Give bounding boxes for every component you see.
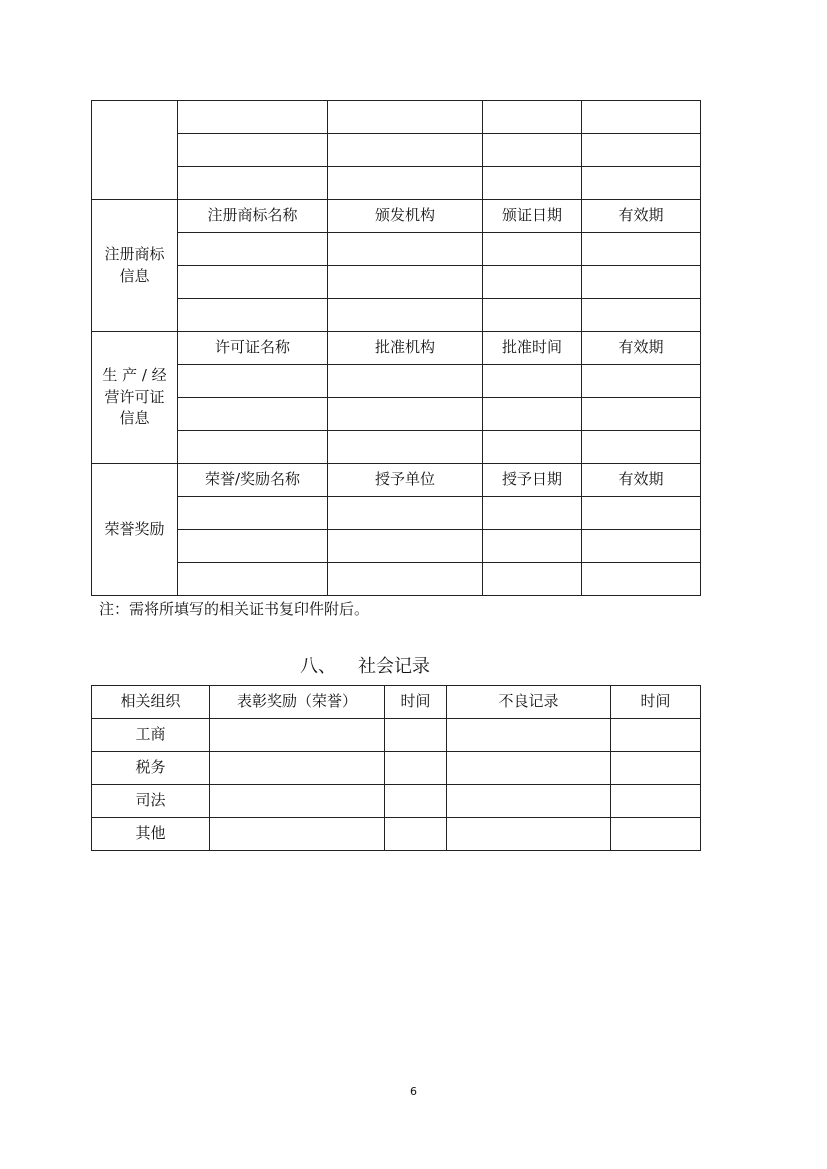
cert-column-header: 有效期 (582, 464, 701, 497)
cert-data-row (92, 299, 701, 332)
cert-data-cell[interactable] (328, 431, 483, 464)
cert-data-row (92, 101, 701, 134)
social-data-cell[interactable] (611, 818, 701, 851)
cert-data-row (92, 365, 701, 398)
cert-column-header: 有效期 (582, 200, 701, 233)
cert-column-header: 有效期 (582, 332, 701, 365)
cert-data-cell[interactable] (582, 365, 701, 398)
cert-data-row (92, 563, 701, 596)
cert-category-cell: 生 产 / 经 营许可证 信息 (92, 332, 178, 464)
social-data-row (92, 719, 701, 752)
cert-data-cell[interactable] (582, 266, 701, 299)
social-data-cell[interactable] (447, 719, 611, 752)
social-org-label: 工商 (92, 719, 210, 752)
cert-data-cell[interactable] (178, 563, 328, 596)
cert-data-cell[interactable] (483, 398, 582, 431)
cert-data-cell[interactable] (178, 299, 328, 332)
social-data-row (92, 752, 701, 785)
cert-column-header: 颁证日期 (483, 200, 582, 233)
cert-data-row (92, 233, 701, 266)
cert-category-cell: 荣誉奖励 (92, 464, 178, 596)
cert-column-header: 批准机构 (328, 332, 483, 365)
cert-data-cell[interactable] (582, 497, 701, 530)
cert-data-cell[interactable] (328, 299, 483, 332)
cert-data-cell[interactable] (582, 233, 701, 266)
cert-data-cell[interactable] (483, 233, 582, 266)
cert-data-cell[interactable] (483, 266, 582, 299)
cert-column-header: 荣誉/奖励名称 (178, 464, 328, 497)
cert-header-row (92, 464, 701, 497)
social-data-cell[interactable] (611, 752, 701, 785)
cert-data-cell[interactable] (483, 299, 582, 332)
cert-category-cell: 注册商标 信息 (92, 200, 178, 332)
section-number: 八、 (300, 656, 336, 677)
social-data-row (92, 785, 701, 818)
social-data-cell[interactable] (447, 752, 611, 785)
page-number: 6 (410, 1085, 417, 1098)
social-data-cell[interactable] (210, 719, 385, 752)
social-org-label: 司法 (92, 785, 210, 818)
cert-data-cell[interactable] (178, 101, 328, 134)
social-data-cell[interactable] (447, 818, 611, 851)
cert-data-cell[interactable] (178, 530, 328, 563)
social-record-table (91, 685, 701, 851)
cert-column-header: 批准时间 (483, 332, 582, 365)
cert-data-cell[interactable] (328, 530, 483, 563)
social-header-row (92, 686, 701, 719)
social-data-cell[interactable] (385, 752, 447, 785)
cert-data-cell[interactable] (582, 134, 701, 167)
social-column-header: 时间 (385, 686, 447, 719)
cert-category-cell (92, 101, 178, 200)
cert-data-cell[interactable] (483, 497, 582, 530)
cert-header-row (92, 200, 701, 233)
social-column-header: 不良记录 (447, 686, 611, 719)
social-data-cell[interactable] (385, 818, 447, 851)
cert-data-row (92, 134, 701, 167)
section-title: 社会记录 (358, 656, 430, 677)
social-data-cell[interactable] (611, 719, 701, 752)
cert-data-cell[interactable] (483, 530, 582, 563)
cert-data-row (92, 497, 701, 530)
certificate-info-table (91, 100, 701, 596)
cert-header-row (92, 332, 701, 365)
cert-data-cell[interactable] (483, 167, 582, 200)
cert-data-cell[interactable] (582, 299, 701, 332)
cert-data-cell[interactable] (582, 563, 701, 596)
cert-data-cell[interactable] (582, 530, 701, 563)
cert-data-cell[interactable] (178, 233, 328, 266)
cert-data-cell[interactable] (582, 101, 701, 134)
cert-data-cell[interactable] (582, 167, 701, 200)
cert-column-header: 许可证名称 (178, 332, 328, 365)
section-heading (300, 652, 430, 678)
cert-column-header: 授予单位 (328, 464, 483, 497)
cert-data-cell[interactable] (178, 431, 328, 464)
cert-data-cell[interactable] (483, 563, 582, 596)
cert-data-cell[interactable] (178, 398, 328, 431)
cert-data-cell[interactable] (328, 497, 483, 530)
cert-data-row (92, 167, 701, 200)
cert-data-row (92, 398, 701, 431)
cert-data-cell[interactable] (328, 101, 483, 134)
cert-data-cell[interactable] (328, 233, 483, 266)
attachment-note: 注：需将所填写的相关证书复印件附后。 (99, 600, 370, 618)
social-org-label: 税务 (92, 752, 210, 785)
social-column-header: 表彰奖励（荣誉） (210, 686, 385, 719)
cert-data-cell[interactable] (178, 266, 328, 299)
social-column-header: 相关组织 (92, 686, 210, 719)
cert-data-row (92, 431, 701, 464)
cert-data-cell[interactable] (178, 134, 328, 167)
social-data-cell[interactable] (210, 785, 385, 818)
social-column-header: 时间 (611, 686, 701, 719)
cert-column-header: 注册商标名称 (178, 200, 328, 233)
cert-data-cell[interactable] (328, 398, 483, 431)
social-org-label: 其他 (92, 818, 210, 851)
cert-data-cell[interactable] (328, 167, 483, 200)
social-data-cell[interactable] (385, 785, 447, 818)
cert-data-cell[interactable] (483, 431, 582, 464)
cert-data-cell[interactable] (483, 134, 582, 167)
cert-data-cell[interactable] (328, 266, 483, 299)
cert-column-header: 授予日期 (483, 464, 582, 497)
cert-column-header: 颁发机构 (328, 200, 483, 233)
social-data-cell[interactable] (210, 752, 385, 785)
cert-data-row (92, 266, 701, 299)
cert-data-cell[interactable] (582, 431, 701, 464)
social-data-cell[interactable] (385, 719, 447, 752)
cert-data-cell[interactable] (328, 563, 483, 596)
social-data-row (92, 818, 701, 851)
cert-data-cell[interactable] (328, 134, 483, 167)
cert-data-cell[interactable] (328, 365, 483, 398)
cert-data-cell[interactable] (483, 365, 582, 398)
social-data-cell[interactable] (611, 785, 701, 818)
cert-data-cell[interactable] (178, 167, 328, 200)
cert-data-cell[interactable] (483, 101, 582, 134)
cert-data-cell[interactable] (582, 398, 701, 431)
cert-data-cell[interactable] (178, 365, 328, 398)
cert-data-cell[interactable] (178, 497, 328, 530)
social-data-cell[interactable] (447, 785, 611, 818)
social-data-cell[interactable] (210, 818, 385, 851)
cert-data-row (92, 530, 701, 563)
